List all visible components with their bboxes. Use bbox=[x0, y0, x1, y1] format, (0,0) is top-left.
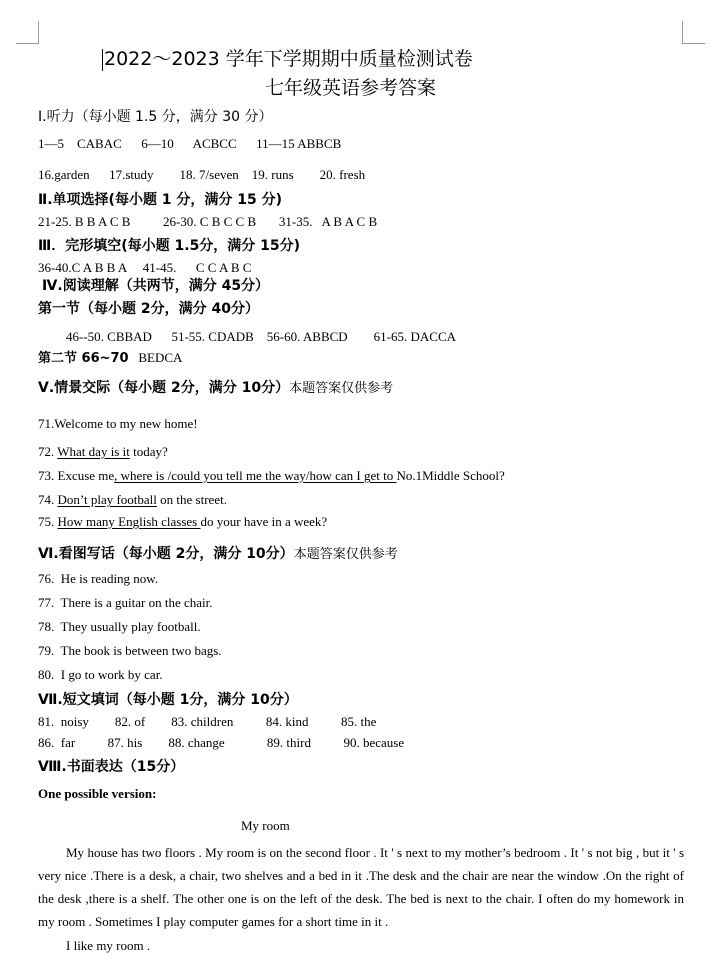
answer-74-prefix: 74. bbox=[38, 492, 58, 507]
answer-77: 77. There is a guitar on the chair. bbox=[38, 595, 213, 610]
section-1-answers-line1: 1—5 CABAC 6—10 ACBCC 11—15 ABBCB bbox=[38, 136, 342, 151]
answer-72-suffix: today? bbox=[129, 444, 168, 459]
section-4-part1-answers: 46--50. CBBAD 51-55. CDADB 56-60. ABBCD 61-65. DACCA bbox=[66, 329, 457, 344]
answer-75-prefix: 75. bbox=[38, 514, 58, 529]
section-2-answers: 21-25. B B A C B 26-30. C B C C B 31-35. A B A C B bbox=[38, 214, 378, 229]
answer-78: 78. They usually play football. bbox=[38, 619, 201, 634]
section-7-heading: Ⅶ.短文填词（每小题 1分，满分 10分） bbox=[38, 692, 298, 708]
section-4-heading: Ⅳ.阅读理解（共两节，满分 45分） bbox=[42, 278, 270, 294]
section-5-note: 本题答案仅供参考 bbox=[289, 381, 394, 396]
answer-74-blank: Don’t play football bbox=[57, 492, 157, 507]
section-4-part1-heading: 第一节（每小题 2分，满分 40分） bbox=[38, 301, 259, 317]
essay-closing: I like my room . bbox=[66, 938, 151, 953]
text-cursor bbox=[102, 49, 103, 71]
section-7-answers-row1: 81. noisy 82. of 83. children 84. kind 85. the bbox=[38, 714, 377, 729]
essay-title: My room bbox=[241, 818, 290, 833]
section-5-heading-row bbox=[38, 381, 393, 395]
section-7-answers-row2: 86. far 87. his 88. change 89. third 90. because bbox=[38, 735, 405, 750]
answer-72-prefix: 72. bbox=[38, 444, 58, 459]
answer-80: 80. I go to work by car. bbox=[38, 667, 163, 682]
answer-74 bbox=[38, 493, 227, 506]
answer-72-blank: What day is it bbox=[57, 444, 130, 459]
answer-75-blank: How many English classes bbox=[57, 514, 201, 529]
section-3-heading: Ⅲ．完形填空(每小题 1.5分，满分 15分) bbox=[38, 238, 301, 254]
answer-76: 76. He is reading now. bbox=[38, 571, 159, 586]
section-5-heading: Ⅴ.情景交际（每小题 2分，满分 10分） bbox=[38, 380, 290, 396]
section-4-part2-answer: BEDCA bbox=[128, 350, 183, 365]
answer-75 bbox=[38, 515, 327, 528]
section-1-answers-line2: 16.garden 17.study 18. 7/seven 19. runs 20. fresh bbox=[38, 167, 366, 182]
section-3-answers: 36-40.C A B B A 41-45. C C A B C bbox=[38, 260, 252, 275]
corner-mark-top-left bbox=[16, 21, 39, 44]
answer-71: 71.Welcome to my new home! bbox=[38, 416, 198, 431]
answer-73-prefix: 73. Excuse me bbox=[38, 468, 115, 483]
answer-73-blank: , where is /could you tell me the way/how can I get to bbox=[114, 468, 397, 483]
essay-body: My house has two floors . My room is on the second floor . It ' s next to my mother’s bedroom . It ' s not big , but it ' s very nice .There is a desk, a chair, two shelves and a bed in it .The desk and the chair are near the window .On the right of the desk ,there is a shelf. The other one is on the left of the desk. The bed is next to the chair. I often do my homework in my room . Sometimes I play computer games for a short time in it . bbox=[38, 845, 684, 929]
answer-75-suffix: do your have in a week? bbox=[200, 514, 328, 529]
section-4-part2-label: 第二节 66~70 bbox=[38, 351, 129, 366]
section-4-part2 bbox=[38, 351, 182, 365]
section-6-heading-row bbox=[38, 547, 398, 561]
section-6-note: 本题答案仅供参考 bbox=[293, 547, 398, 562]
document-title: 2022～2023 学年下学期期中质量检测试卷 bbox=[104, 48, 473, 70]
section-2-heading: Ⅱ.单项选择(每小题 1 分，满分 15 分) bbox=[38, 192, 283, 208]
essay-paragraph bbox=[38, 841, 684, 933]
answer-72 bbox=[38, 445, 168, 458]
section-8-heading: Ⅷ.书面表达（15分） bbox=[38, 759, 185, 775]
sample-version-label: One possible version: bbox=[38, 786, 157, 801]
answer-73-suffix: No.1Middle School? bbox=[396, 468, 505, 483]
answer-73 bbox=[38, 469, 505, 482]
section-1-heading: Ⅰ.听力（每小题 1.5 分，满分 30 分） bbox=[38, 109, 273, 125]
document-subtitle: 七年级英语参考答案 bbox=[265, 77, 437, 99]
answer-79: 79. The book is between two bags. bbox=[38, 643, 222, 658]
corner-mark-top-right bbox=[682, 21, 705, 44]
section-6-heading: Ⅵ.看图写话（每小题 2分，满分 10分） bbox=[38, 546, 294, 562]
answer-74-suffix: on the street. bbox=[156, 492, 227, 507]
